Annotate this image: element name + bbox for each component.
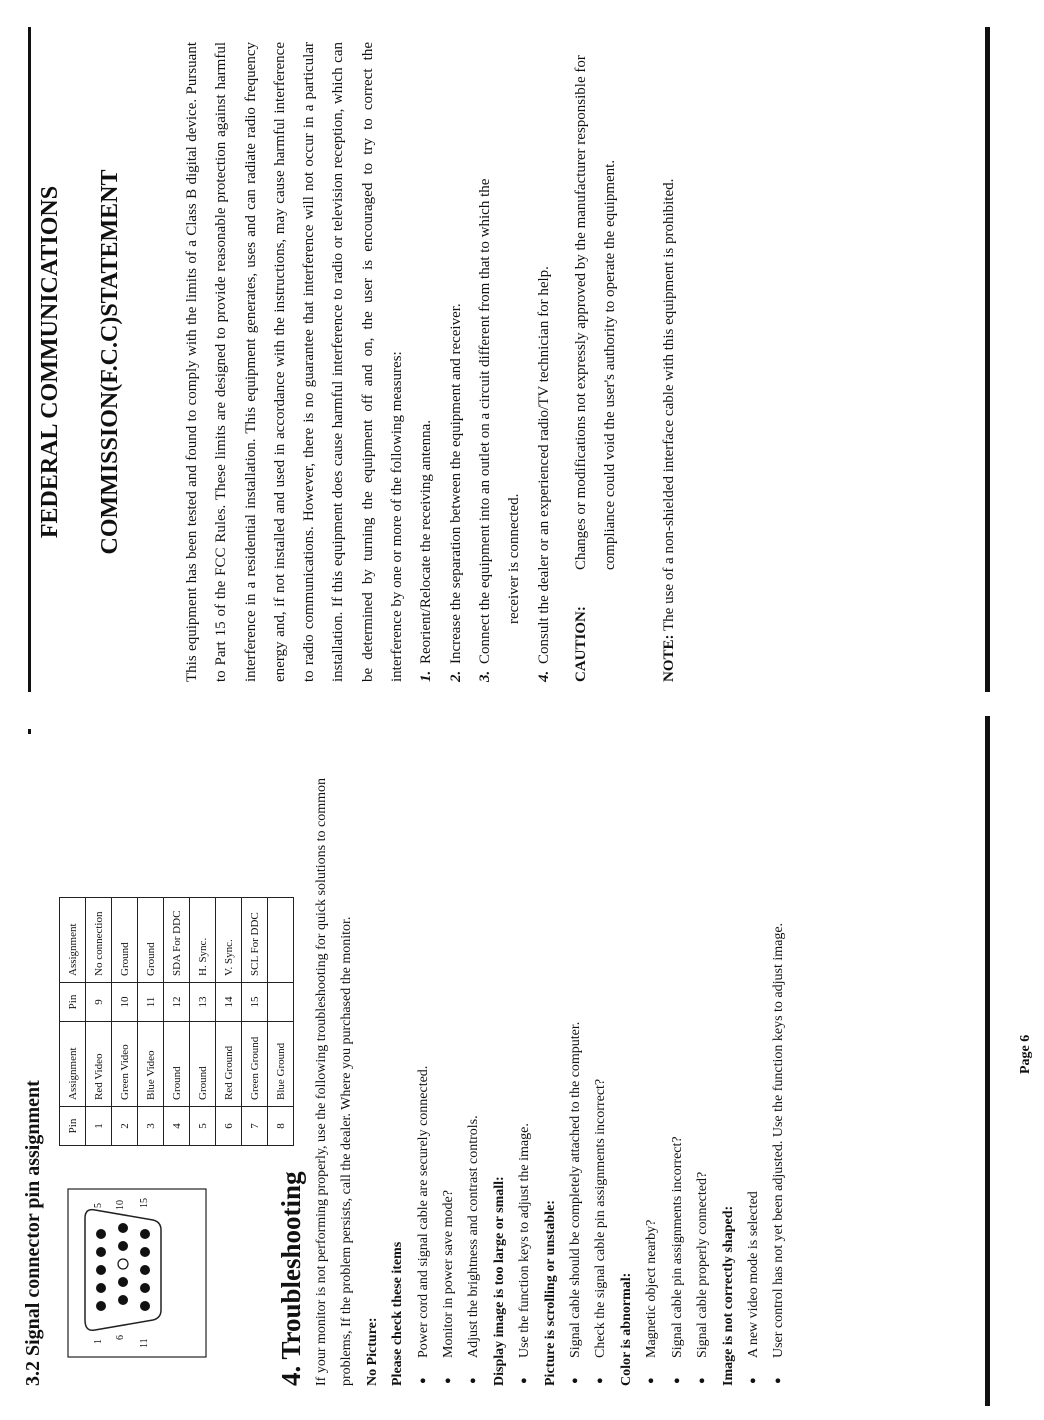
pin-number [268,983,294,1022]
pin-assignment: Green Ground [242,1022,268,1107]
pin-number: 1 [86,1107,112,1146]
list-item: ● Monitor in power save mode? [436,726,461,1386]
pin-label-1: 1 [93,1339,104,1344]
fcc-column [30,42,684,682]
table-row [190,898,216,1146]
check-items-heading: Please check these items [390,1241,406,1386]
pin-assignment: Ground [190,1022,216,1107]
pin-label-6: 6 [115,1335,126,1340]
table-row [268,898,294,1146]
list-item [442,42,471,682]
pin-number: 14 [216,983,242,1022]
troubleshooting-list [360,726,792,1386]
pin-assignment: Red Ground [216,1022,242,1107]
assignment-header: Assignment [60,1022,86,1107]
pin-number: 9 [86,983,112,1022]
pin-assignment: Ground [112,898,138,983]
list-item: ● Check the signal cable pin assignments incorrect? [588,726,613,1386]
pin-assignment-table [59,897,294,1146]
left-bottom-rule [985,716,990,1406]
display-size-heading: Display image is too large or small: [491,1176,507,1386]
measure-continuation: receiver is connected. [506,493,523,624]
pin-number: 8 [268,1107,294,1146]
fcc-title-line2: COMMISSION(F.C.C)STATEMENT [97,169,123,555]
measure-text: Consult the dealer or an experienced radio/TV technician for help. [535,266,552,664]
measure-text: Increase the separation between the equipment and receiver. [447,303,464,664]
signal-section [59,726,287,1386]
assignment-header: Assignment [60,898,86,983]
pin-assignment [268,898,294,983]
note-text: The use of a non-shielded interface cable with this equipment is prohibited. [661,178,678,631]
pin-assignment: No connection [86,898,112,983]
pin-number: 6 [216,1107,242,1146]
table-row [164,898,190,1146]
table-row [242,898,268,1146]
top-rule-left [28,729,31,734]
list-item: ● Adjust the brightness and contrast controls. [461,726,486,1386]
pin-number: 7 [242,1107,268,1146]
pin-header: Pin [60,1107,86,1146]
list-item: ● Signal cable properly connected? [690,726,715,1386]
measure-text: Connect the equipment into an outlet on a circuit different from that to which the [476,178,493,664]
fcc-measures-list [412,42,558,682]
shape-heading: Image is not correctly shaped: [720,1205,736,1386]
pin-header: Pin [60,983,86,1022]
pin-assignment: H. Sync. [190,898,216,983]
pin-number: 10 [112,983,138,1022]
pin-label-11: 11 [139,1338,150,1348]
pin-assignment: Red Video [86,1022,112,1107]
left-column [22,726,792,1386]
color-heading: Color is abnormal: [618,1272,634,1386]
note-block [655,42,684,682]
no-picture-heading: No Picture: [364,1317,380,1386]
page-number: Page 6 [1018,1034,1033,1074]
pin-number: 11 [138,983,164,1022]
table-row [138,898,164,1146]
list-item: ● A new video mode is selected [741,726,766,1386]
pin-assignment: Green Video [112,1022,138,1107]
pin-number: 12 [164,983,190,1022]
list-item: ● Signal cable should be completely attached to the computer. [563,726,588,1386]
measure-number: 4. [535,670,552,682]
scrolling-heading: Picture is scrolling or unstable: [542,1200,558,1386]
pin-number: 13 [190,983,216,1022]
pin-number: 5 [190,1107,216,1146]
pin-label-15: 15 [139,1198,150,1208]
table-row [86,898,112,1146]
list-item: ● Power cord and signal cable are securely connected. [411,726,436,1386]
signal-section-title: 3.2 Signal connector pin assignment [22,1080,44,1386]
note-label: NOTE: [661,634,678,682]
list-item [412,42,441,682]
list-item [530,42,559,682]
fcc-body: This equipment has been tested and found to comply with the limits of a Class B digital device. Pursuant to Part 15 of the FCC Rules. These limits are designed to provide reasonable protection against harmful interference in a residential installation. This equipment generates, uses and can radiate radio frequency energy and, if not installed and used in accordance with the instructions, may cause harmful interference to radio communications. However, there is no guarantee that interference will not occur in a particular installation. If this equipment does cause harmful interference to radio or television reception, which can be determined by turning the equipment off and on, the user is encouraged to try to correct the interference by one or more of the following measures: [184,42,406,682]
caution-text: Changes or modifications not expressly approved by the manufacturer responsible for compliance could void the user's authority to operate the equipment. [572,55,619,570]
pin-label-10: 10 [115,1200,126,1210]
vga-connector-icon [67,1188,207,1358]
table-row [112,898,138,1146]
pin-number: 3 [138,1107,164,1146]
troubleshooting-intro: If your monitor is not performing properly, use the following troubleshooting for quick solutions to common problems, If the problem persists, call the dealer. Where you purchased the monitor. [314,777,355,1386]
pin-assignment: SDA For DDC [164,898,190,983]
pin-table-header-row [60,898,86,1146]
pin-number: 15 [242,983,268,1022]
list-item: ● Use the function keys to adjust the image. [512,726,537,1386]
measure-number: 3. [476,670,493,682]
pin-assignment: Blue Video [138,1022,164,1107]
pin-assignment: SCL For DDC [242,898,268,983]
troubleshooting-title: 4. Troubleshooting [276,1171,306,1386]
caution-label: CAUTION: [572,606,589,682]
table-row [216,898,242,1146]
list-item: ● Signal cable pin assignments incorrect? [665,726,690,1386]
caution-block [567,42,626,682]
pin-assignment: Blue Ground [268,1022,294,1107]
fcc-title-line1: FEDERAL COMMUNICATIONS [37,185,63,539]
vga-connector-diagram [67,1188,207,1358]
pin-number: 4 [164,1107,190,1146]
measure-number: 2. [447,670,464,682]
right-bottom-rule [985,27,990,692]
pin-assignment: V. Sync. [216,898,242,983]
list-item: ● User control has not yet been adjusted. Use the function keys to adjust image. [766,726,791,1386]
top-rule-right [28,27,31,692]
list-item [471,42,530,682]
pin-label-5: 5 [93,1203,104,1208]
pin-assignment: Ground [164,1022,190,1107]
pin-assignment: Ground [138,898,164,983]
list-item: ● Magnetic object nearby? [639,726,664,1386]
pin-number: 2 [112,1107,138,1146]
measure-number: 1. [418,670,435,682]
measure-text: Reorient/Relocate the receiving antenna. [418,419,435,664]
